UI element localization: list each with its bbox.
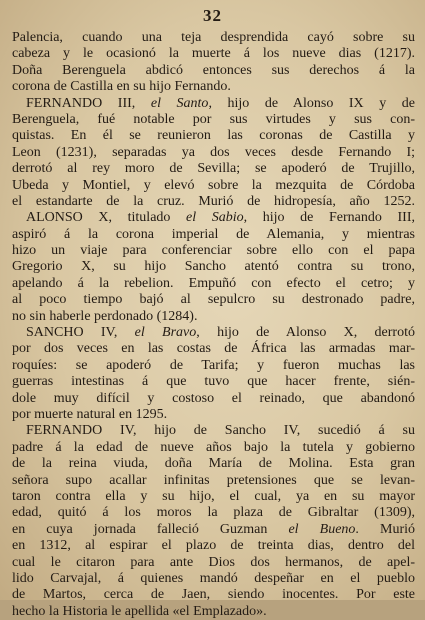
line-segment: SANCHO IV, (26, 325, 135, 341)
text-line: corona de Castilla en su hijo Fernando. (12, 79, 231, 95)
italic-epithet: el Bravo (134, 325, 197, 341)
text-line: hecho la Historia le apellida «el Emplazado». (12, 603, 267, 619)
text-line: lido Carvajal, á quienes mandó despeñar en el pueblo (12, 570, 415, 586)
text-line: taron contra ella y su hijo, el cual, ya en su mayor (12, 488, 415, 504)
text-line: hizo un viaje para conferenciar sobre ello con el papa (12, 243, 415, 259)
text-line: roquíes: se apoderó de Tarifa; y fueron muchas las (12, 357, 415, 373)
line-segment: FERNANDO III, (26, 95, 151, 111)
line-segment: , hijo de Alonso IX y de (208, 95, 416, 111)
text-line: apelando á la rebelion. Empuñó con efecto el cetro; y (12, 275, 415, 291)
text-line (12, 96, 415, 112)
text-line: derrotó al rey moro de Sevilla; se apoderó de Trujillo, (12, 161, 415, 177)
text-line: FERNANDO IV, hijo de Sancho IV, sucedió á su (26, 423, 415, 439)
text-line: señora supo acallar infinitas pretensiones que se levan- (12, 472, 415, 488)
text-line: de la reina viuda, doña María de Molina. Esta gran (12, 456, 415, 472)
line-segment: ALONSO X, titulado (26, 210, 187, 226)
text-line: guerras intestinas á que tuvo que hacer frente, sién- (12, 374, 415, 390)
text-line: Doña Berenguela abdicó entonces sus derechos á la (12, 62, 415, 78)
line-segment: , hijo de Alonso X, derrotó (196, 325, 415, 341)
line-segment: . Murió (355, 521, 416, 537)
body-text (12, 30, 415, 620)
text-line: Gregorio X, su hijo Sancho atentó contra su trono, (12, 259, 415, 275)
text-line: en 1312, al espirar el plazo de treinta dias, dentro del (12, 538, 415, 554)
text-line: quistas. En él se reunieron las coronas de Castilla y (12, 128, 415, 144)
line-segment: en cuya jornada falleció Guzman (12, 521, 289, 537)
text-line: Leon (1231), separadas ya dos veces desde Fernando I; (12, 144, 415, 160)
page-number: 32 (203, 6, 222, 25)
text-line: al poco tiempo bajó al sepulcro su destronado padre, (12, 292, 415, 308)
text-line: por dos veces en las costas de África las armadas mar- (12, 341, 415, 357)
text-line: cual le citaron para ante Dios dos hermanos, de apel- (12, 554, 415, 570)
italic-epithet: el Santo (150, 95, 209, 111)
text-line: dole muy difícil y costoso el reinado, que abandonó (12, 390, 415, 406)
italic-epithet: el Bueno (288, 521, 356, 537)
text-line: edad, quitó á los moros la plaza de Gibraltar (1309), (12, 505, 415, 521)
text-line: Berenguela, fué notable por sus virtudes y sus con- (12, 111, 415, 127)
text-line: Palencia, cuando una teja desprendida cayó sobre su (12, 30, 415, 45)
text-line: padre á la edad de nueve años bajo la tutela y gobierno (12, 439, 415, 455)
line-segment: , hijo de Fernando III, (243, 210, 415, 226)
text-line (12, 522, 415, 538)
text-line (12, 325, 415, 341)
text-line (12, 210, 415, 226)
text-line: de Martos, cerca de Jaen, siendo inocentes. Por este (12, 587, 415, 603)
text-line: no sin haberle perdonado (1284). (12, 308, 198, 324)
text-line: cabeza y le ocasionó la muerte á los nueve dias (1217). (12, 46, 415, 62)
text-line: Ubeda y Montiel, y elevó sobre la mezquita de Córdoba (12, 177, 415, 193)
text-line: por muerte natural en 1295. (12, 406, 168, 422)
text-line: aspiró á la corona imperial de Alemania, y mientras (12, 226, 415, 242)
italic-epithet: el Sabio (186, 210, 244, 226)
text-line: el estandarte de la cruz. Murió de hidropesía, año 1252. (12, 193, 415, 209)
